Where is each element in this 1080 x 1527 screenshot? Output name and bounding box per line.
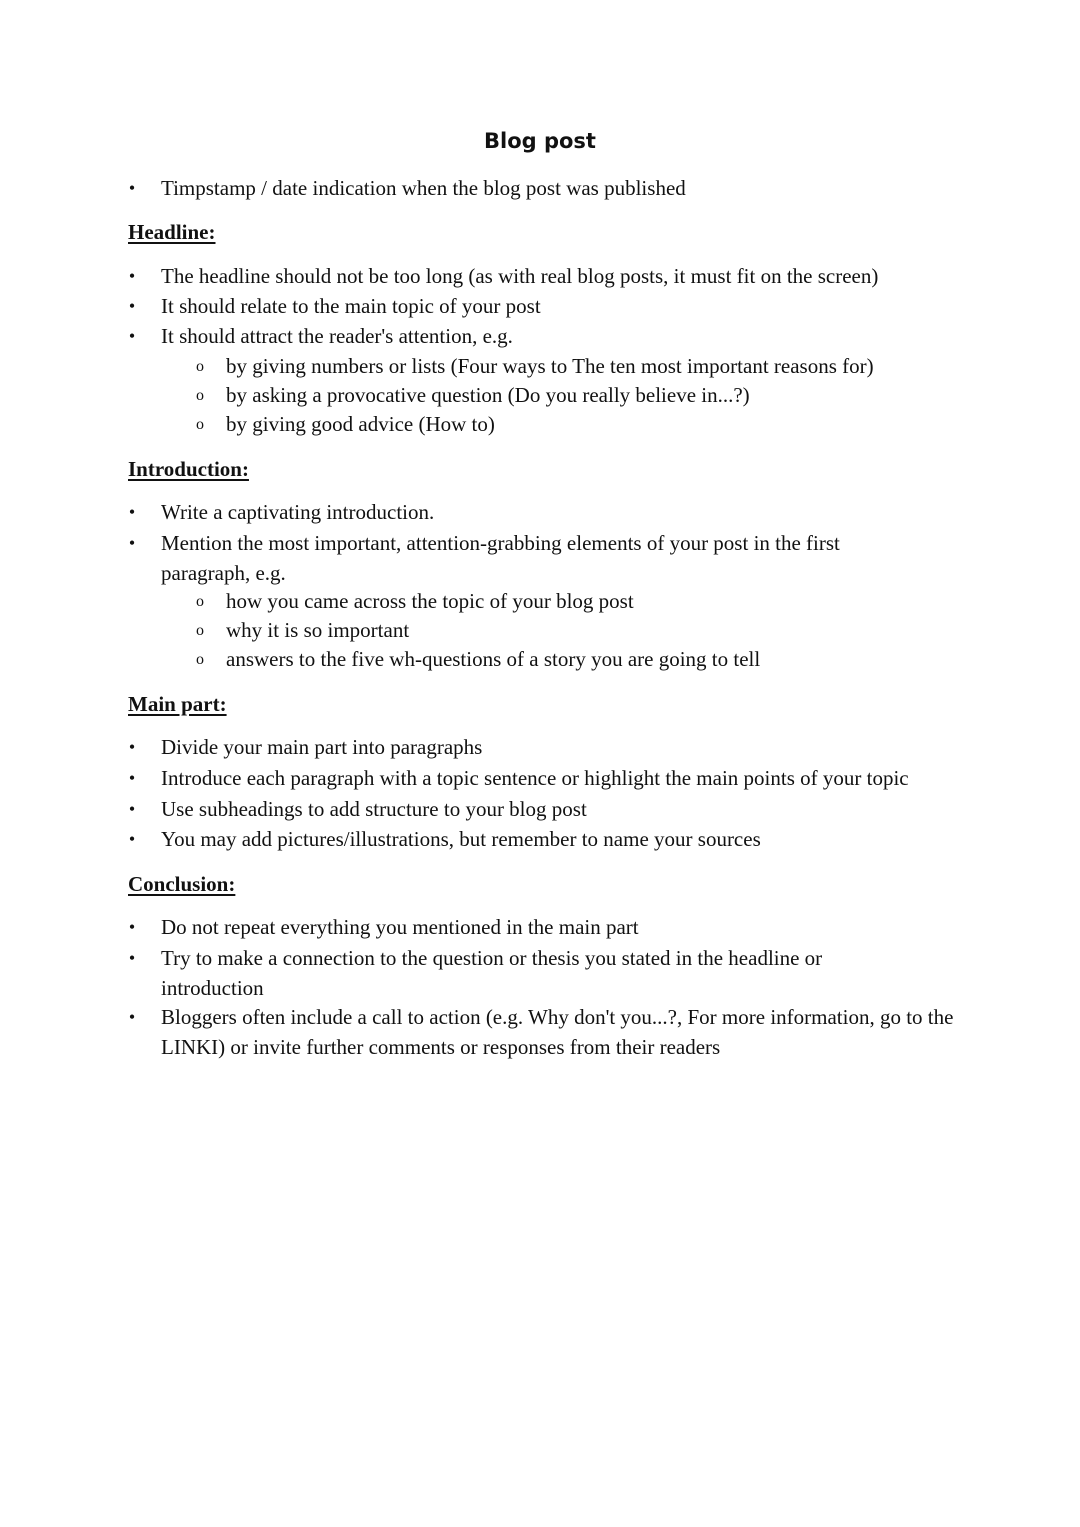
bullet-icon: •: [128, 917, 136, 937]
section-heading-main-part: Main part:: [128, 692, 227, 716]
bullet-icon: •: [128, 737, 136, 757]
list-item-text: Divide your main part into paragraphs: [161, 735, 483, 759]
list-item: [126, 1003, 961, 1062]
list-item: [126, 764, 961, 794]
sub-list-item: [193, 616, 966, 646]
sub-bullet-icon: o: [196, 416, 204, 433]
bullet-icon: •: [128, 502, 136, 522]
bullet-icon: •: [128, 533, 136, 553]
list-item-text: Write a captivating introduction.: [161, 500, 435, 524]
list-item: [126, 944, 861, 1003]
list-item: [126, 292, 961, 322]
sub-bullet-icon: o: [196, 358, 204, 375]
list-item: [126, 913, 961, 943]
sub-list-item: [193, 587, 966, 617]
sub-bullet-icon: o: [196, 622, 204, 639]
list-item-text: You may add pictures/illustrations, but remember to name your sources: [161, 827, 761, 851]
section-heading-headline: Headline:: [128, 220, 216, 244]
bullet-icon: •: [128, 178, 136, 198]
sub-bullet-icon: o: [196, 593, 204, 610]
list-item-timestamp: [126, 174, 961, 204]
sub-list-item-text: why it is so important: [226, 618, 410, 642]
list-item: [126, 262, 961, 292]
list-item-text: Introduce each paragraph with a topic sentence or highlight the main points of your topic: [161, 766, 909, 790]
sub-list-item-text: by giving numbers or lists (Four ways to The ten most important reasons for): [226, 354, 874, 378]
sub-list-item: [193, 352, 966, 382]
bullet-icon: •: [128, 266, 136, 286]
section-heading-conclusion: Conclusion:: [128, 872, 236, 896]
bullet-icon: •: [128, 326, 136, 346]
sub-bullet-icon: o: [196, 387, 204, 404]
list-item: [126, 498, 961, 528]
sub-list-item-text: answers to the five wh-questions of a story you are going to tell: [226, 647, 761, 671]
list-item: [126, 795, 961, 825]
section-heading-introduction: Introduction:: [128, 457, 249, 481]
bullet-icon: •: [128, 829, 136, 849]
list-item-text: It should relate to the main topic of your post: [161, 294, 541, 318]
sub-list-item-text: by giving good advice (How to): [226, 412, 495, 436]
list-item-text: Try to make a connection to the question or thesis you stated in the headline or introduction: [161, 946, 823, 1000]
sub-list-item: [193, 410, 966, 440]
list-item-text: It should attract the reader's attention, e.g.: [161, 324, 513, 348]
list-item-text: The headline should not be too long (as with real blog posts, it must fit on the screen): [161, 264, 879, 288]
list-item: [126, 322, 961, 352]
sub-list-item: [193, 381, 966, 411]
document-title: Blog post: [484, 129, 596, 153]
sub-bullet-icon: o: [196, 651, 204, 668]
list-item-text: Do not repeat everything you mentioned in the main part: [161, 915, 639, 939]
list-item-text: Timpstamp / date indication when the blog post was published: [161, 176, 686, 200]
list-item: [126, 825, 961, 855]
bullet-icon: •: [128, 799, 136, 819]
list-item: [126, 529, 881, 588]
sub-list-item: [193, 645, 966, 675]
sub-list-item-text: by asking a provocative question (Do you really believe in...?): [226, 383, 750, 407]
bullet-icon: •: [128, 768, 136, 788]
bullet-icon: •: [128, 948, 136, 968]
list-item-text: Bloggers often include a call to action (e.g. Why don't you...?, For more information, go to the LINKI) or invite further comments or responses from their readers: [161, 1005, 954, 1059]
bullet-icon: •: [128, 1007, 136, 1027]
list-item-text: Mention the most important, attention-grabbing elements of your post in the first paragraph, e.g.: [161, 531, 840, 585]
sub-list-item-text: how you came across the topic of your blog post: [226, 589, 634, 613]
bullet-icon: •: [128, 296, 136, 316]
list-item-text: Use subheadings to add structure to your blog post: [161, 797, 587, 821]
list-item: [126, 733, 961, 763]
